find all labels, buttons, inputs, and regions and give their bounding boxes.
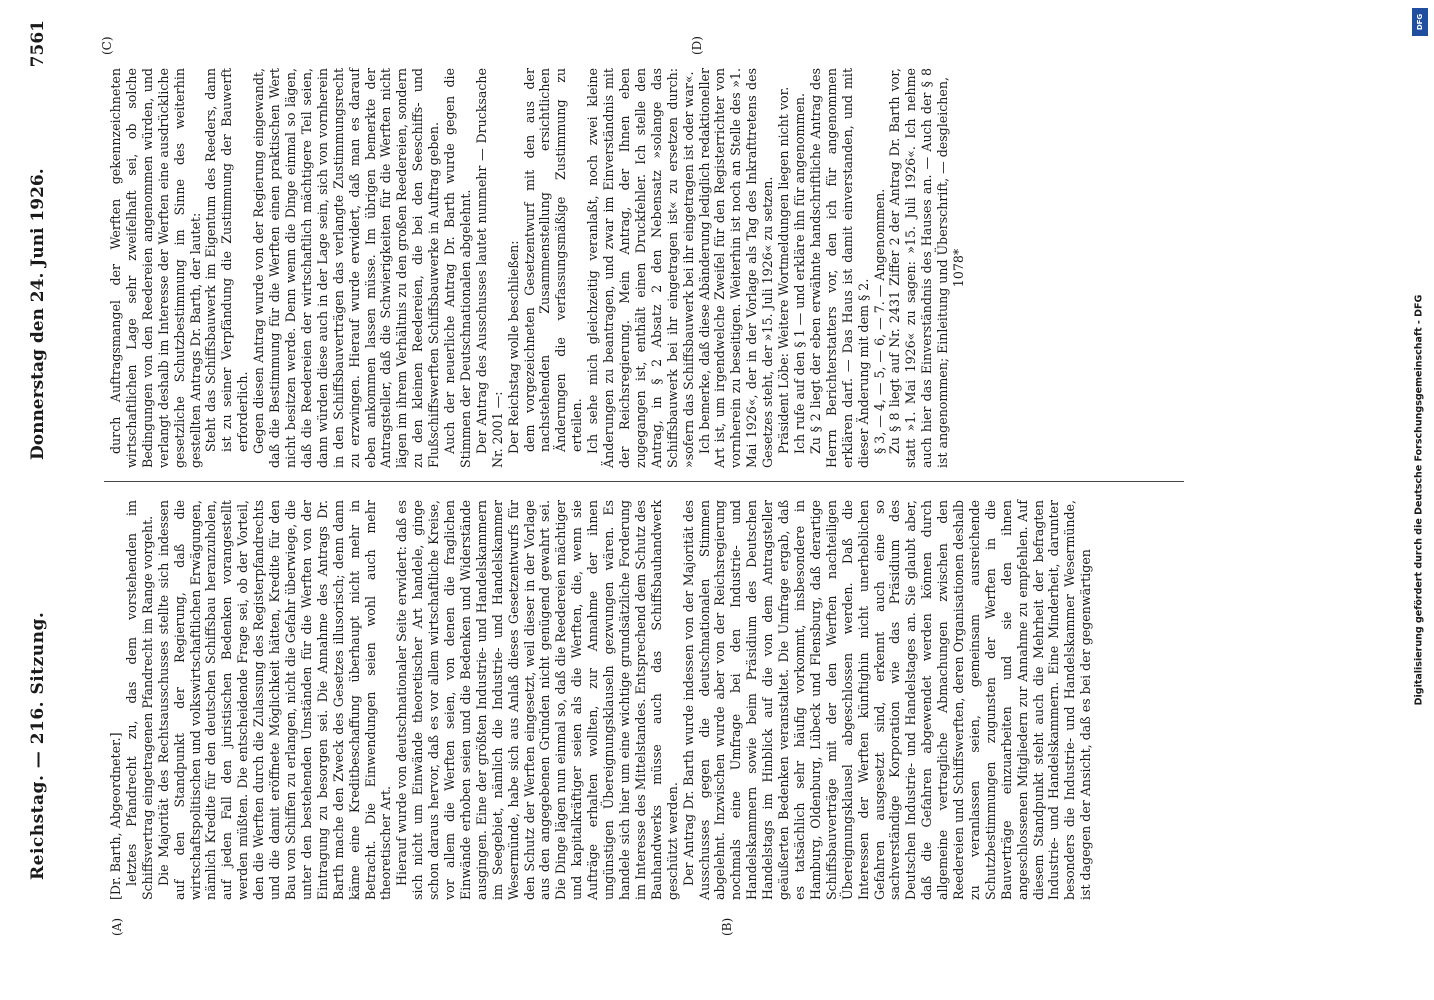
right-paragraph: Gegen diesen Antrag wurde von der Regierung eingewandt, daß die Bestimmung für die Werften einen praktischen Wert nicht besitzen werde. Denn wenn die Dinge einmal so lägen, daß die Reedereien der wirtschaftlich mächtigere Teil seien, dann würden diese auch in der Lage sein, sich von vornherein in den Schiffsbauverträgen das verlangte Zustimmungsrecht zu erzwingen. Hierauf wurde erwidert, daß man es darauf eben ankommen lassen müsse. Im übrigen bemerkte der Antragsteller, daß die Schwierigkeiten für die Werften nicht lägen im ihrem Verhältnis zu den großen Reedereien, sondern zu den kleinen Reedereien, die bei den Seeschiffs- und Flußschiffswerften Schiffsbauwerke in Auftrag geben. [251, 68, 442, 468]
right-paragraph: Zu § 8 liegt auf Nr. 2431 Ziffer 2 der Antrag Dr. Barth vor, statt »1. Mai 1926« zu sagen: »15. Juli 1926«. Ich nehme auch hier das Einverständnis des Hauses an. — Auch der § 8 ist angenommen; Einleitung und Überschrift, — desgleichen, [887, 68, 951, 468]
right-paragraph: Der Reichstag wolle beschließen: [505, 240, 521, 454]
dfg-logo [1412, 8, 1428, 36]
president-statement: Präsident Löbe: Weitere Wortmeldungen liegen nicht vor. [776, 86, 792, 454]
quoted-motion: Steht das Schiffsbauwerk im Eigentum des Reeders, dann ist zu seiner Verpfändung die Zustimmung der Bauwerft erforderlich. [203, 68, 251, 452]
left-paragraph: letztes Pfandrecht zu, das dem vorstehenden im Schiffsvertrag eingetragenen Pfandrecht im Range vorgeht. [123, 500, 155, 900]
margin-marker-a: (A) [110, 917, 124, 936]
digitization-note: Digitalisierung gefördert durch die Deutsche Forschungsgemeinschaft - DFG [1413, 294, 1425, 706]
margin-marker-b: (B) [720, 917, 734, 936]
right-column [108, 68, 967, 468]
header-center: Donnerstag den 24. Juni 1926. [28, 168, 48, 460]
right-paragraph: Ich sehe mich gleichzeitig veranlaßt, noch zwei kleine Änderungen zu beantragen, und zwar im Einverständnis mit der Reichsregierung. Mein Antrag, der Ihnen eben zugegangen ist, enthält einen Druckfehler. Ich stelle den Antrag, in § 2 Absatz 2 den Nebensatz »solange das Schiffsbauwerk bei ihr eingetragen ist« zu ersetzen durch: »sofern das Schiffsbauwerk bei ihr eingetragen ist oder war«. [585, 68, 696, 468]
right-paragraph: § 3, — 4, — 5, — 6, — 7. — Angenommen. [871, 188, 887, 454]
left-paragraph: Die Majorität des Rechtsausschusses stellte sich indessen auf den Standpunkt der Regierung, daß die wirtschaftspolitischen und volkswirtschaftlichen Erwägungen, nämlich Kredite für den deutschen Schiffsbau heranzuholen, auf jeden Fall den juristischen Bedenken vorangestellt werden müßten. Die entscheidende Frage sei, ob der Vorteil, den die Werften durch die Zulassung des Registerpfandrechts und die damit eröffnete Möglichkeit hätten, Kredite für den Bau von Schiffen zu erlangen, nicht die Gefahr überwiege, die unter den bestehenden Umständen für die Werften von der Eintragung zu besorgen sei. Die Annahme des Antrags Dr. Barth mache den Zweck des Gesetzes illusorisch; denn dann käme eine Kreditbeschaffung überhaupt nicht mehr in Betracht. Die Einwendungen seien wohl auch mehr theoretischer Art. [155, 500, 394, 900]
speaker-prefix: [Dr. Barth, Abgeordneter.] [108, 732, 123, 900]
right-paragraph: Ich rufe auf den § 1 — und erkläre ihn für angenommen. [791, 93, 807, 454]
left-paragraph: Der Antrag Dr. Barth wurde indessen von der Majorität des Ausschusses gegen die deutschnationalen Stimmen abgelehnt. Inzwischen wurde aber von der Reichsregierung nochmals eine Umfrage bei den Industrie- und Handelskammern sowie beim Präsidium des Deutschen Handelstags im Hinblick auf die von dem Antragsteller geäußerten Bedenken veranstaltet. Die Umfrage ergab, daß es tatsächlich sehr häufig vorkommt, insbesondere in Hamburg, Oldenburg, Lübeck und Flensburg, daß derartige Schiffsbauverträge mit der den Werften nachteiligen Übereignungsklausel abgeschlossen werden. Daß die Interessen der Werften künftighin nicht unerheblichen Gefahren ausgesetzt sind, erkennt auch eine so sachverständige Korporation wie das Präsidium des Deutschen Industrie- und Handelstages an. Sie glaubt aber, daß die Gefahren abgewendet werden können durch allgemeine vertragliche Abmachungen zwischen den Reedereien und Schiffswerften, deren Organisationen deshalb zu veranlassen seien, gemeinsam ausreichende Schutzbestimmungen zugunsten der Werften in die Bauverträge einzuarbeiten und sie den ihnen angeschlossenen Mitgliedern zur Annahme zu empfehlen. Auf diesem Standpunkt steht auch die Mehrheit der befragten Industrie- und Handelskammern. Eine Minderheit, darunter besonders die Industrie- und Handelskammer Wesermünde, ist dagegen der Ansicht, daß es bei der gegenwärtigen [680, 500, 1094, 900]
right-paragraph: Ich bemerke, daß diese Abänderung lediglich redaktioneller Art ist, um irgendwelche Zweifel für den Registerrichter von vornherein zu beseitigen. Weiterhin ist noch an Stelle des »1. Mai 1926«, der in der Vorlage als Tag des Inkrafttretens des Gesetzes steht, der »15. Juli 1926« zu setzen. [696, 68, 776, 468]
page-number: 7561 [28, 20, 48, 68]
column-divider [104, 481, 1184, 482]
right-paragraph: durch Auftragsmangel der Werften gekennzeichneten wirtschaftlichen Lage sehr zweifelhaft sei, ob solche Bedingungen von den Reedereien angenommen würden, und verlangt deshalb im Interesse der Werften eine ausdrückliche gesetzliche Schutzbestimmung im Sinne des weiterhin gestellten Antrags Dr. Barth, der lautet: [108, 68, 203, 468]
dfg-logo-text: DFG [1416, 13, 1424, 31]
margin-marker-c: (C) [100, 36, 114, 55]
left-paragraph: Hierauf wurde von deutschnationaler Seite erwidert: daß es sich nicht um Einwände theoretischer Art handele, ginge schon daraus hervor, daß es vor allem wirtschaftliche Kreise, vor allem die Werften seien, von denen die fraglichen Einwände erhoben seien und die Bedenken und Widerstände ausgingen. Eine der größten Industrie- und Handelskammern im Seegebiet, nämlich die Industrie- und Handelskammer Wesermünde, habe sich aus Anlaß dieses Gesetzentwurfs für den Schutz der Werften eingesetzt, weil dieser in der Vorlage aus den angegebenen Gründen nicht genügend gewahrt sei. Die Dinge lägen nun einmal so, daß die Reedereien mächtiger und kapitalkräftiger seien als die Werften, die, wenn sie Aufträge erhalten wollten, zur Annahme der ihnen ungünstigen Übereignungsklauseln gezwungen wären. Es handele sich hier um eine wichtige grundsätzliche Forderung im Interesse des Mittelstandes. Entsprechend dem Schutz des Bauhandwerks müsse auch das Schiffsbauhandwerk geschützt werden. [394, 500, 680, 900]
left-column [108, 500, 1094, 900]
header-left: Reichstag. — 216. Sitzung. [28, 611, 48, 880]
digitization-sidebar [1408, 8, 1430, 992]
right-paragraph: Auch der neuerliche Antrag Dr. Barth wurde gegen die Stimmen der Deutschnationalen abgelehnt. [442, 68, 473, 468]
margin-marker-d: (D) [690, 36, 704, 55]
page-header [28, 20, 62, 900]
signature-ref: 1078* [951, 248, 967, 288]
right-paragraph: Zu § 2 liegt der eben erwähnte handschriftliche Antrag des Herrn Berichterstatters vor, den ich für angenommen erklären darf. — Das Haus ist damit einverstanden, und mit dieser Änderung mit dem § 2. [807, 68, 871, 468]
right-paragraph: Der Antrag des Ausschusses lautet nunmehr — Drucksache Nr. 2001 —: [473, 68, 505, 468]
quoted-resolution: dem vorgezeichneten Gesetzentwurf mit den aus der nachstehenden Zusammenstellung ersichtlichen Änderungen die verfassungsmäßige Zustimmung zu erteilen. [521, 68, 585, 452]
